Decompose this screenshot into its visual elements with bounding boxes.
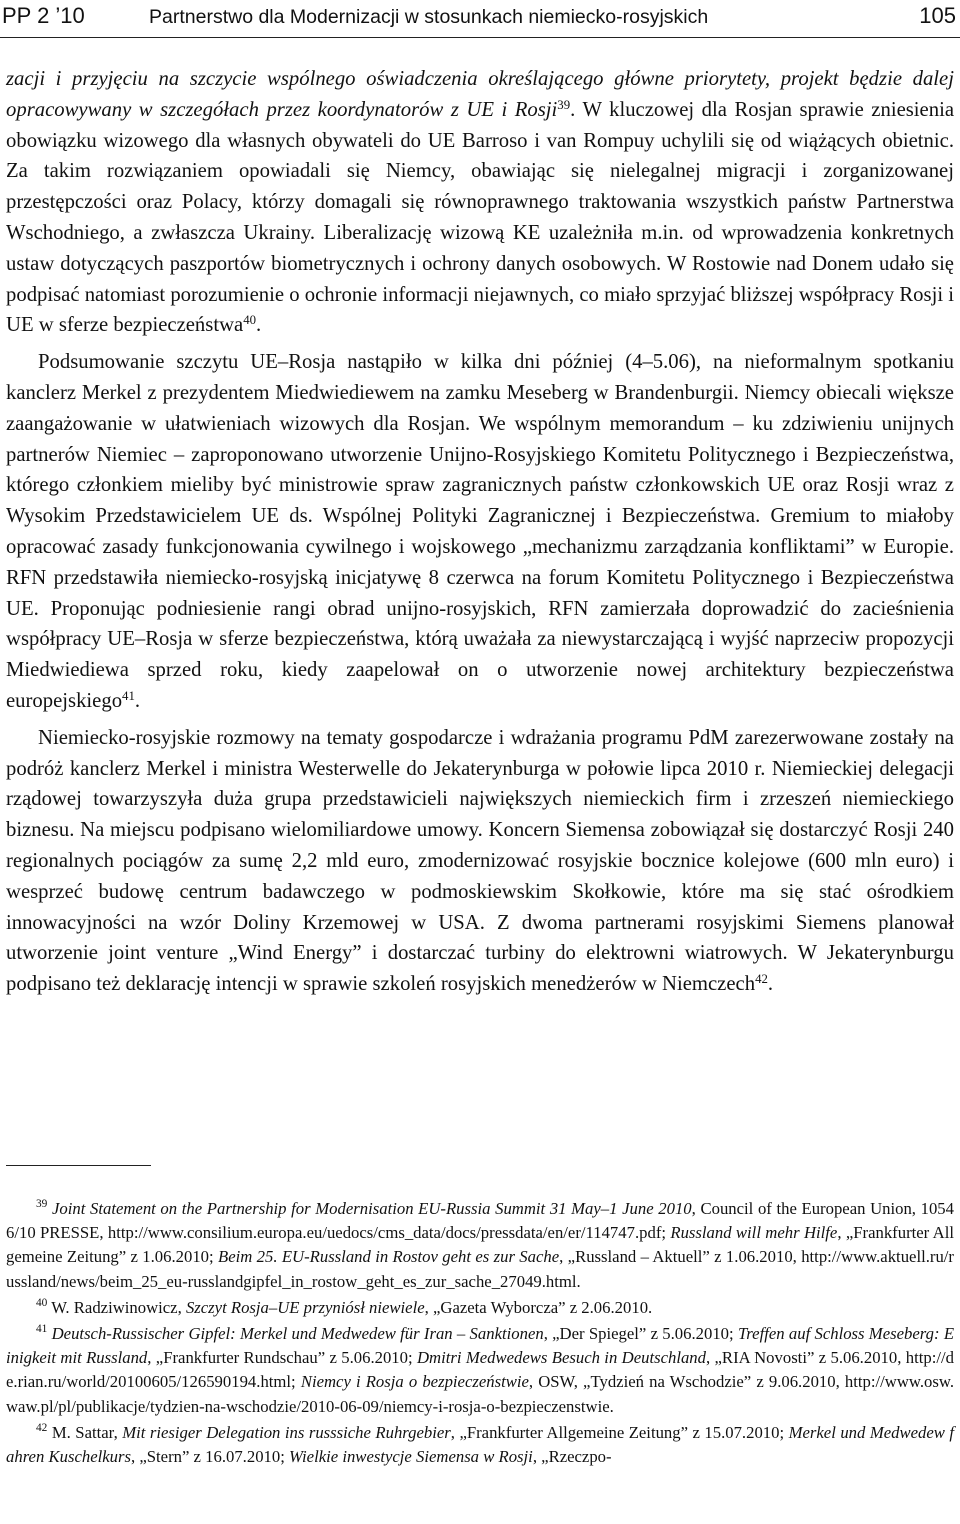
footnote-42 [6, 1421, 954, 1469]
footnote-41-title-2: Treffen auf Schloss Meseberg: Einigkeit mit Russland [6, 1324, 955, 1368]
footnote-41-text-4: , OSW, „Tydzień na Wschodzie” z 9.06.2010, http://www.osw.waw.pl/pl/publikacje/tydzien-na-wschodzie/2010-06-09/niemcy-i-rosja-o-bezpieczenstwie. [6, 1372, 954, 1416]
footnote-39-text-2: , „Frankfurter Allgemeine Zeitung” z 1.06.2010; [6, 1223, 954, 1267]
footnote-42-text-2: , „Stern” z 16.07.2010; [131, 1447, 290, 1467]
footnote-number: 39 [36, 1198, 48, 1211]
footnote-41-text-3: , „RIA Novosti” z 5.06.2010, http://de.rian.ru/world/20100605/126590194.html; [6, 1348, 954, 1392]
paragraph-2-end: . [134, 689, 141, 712]
footnote-39 [6, 1197, 954, 1294]
running-title: Partnerstwo dla Modernizacji w stosunkach niemiecko-rosyjskich [149, 6, 709, 28]
footnote-number: 42 [36, 1422, 48, 1435]
footnote-40-author: W. Radziwinowicz, [51, 1297, 186, 1317]
footnote-40-title: Szczyt Rosja–UE przyniósł niewiele [185, 1297, 425, 1317]
footnote-ref-41[interactable]: 41 [122, 688, 135, 703]
footnote-ref-42[interactable]: 42 [755, 972, 768, 987]
footnote-42-text-3: , „Rzeczpo- [532, 1447, 612, 1467]
footnote-39-text: , Council of the European Union, 10546/10 PRESSE, http://www.consilium.europa.eu/uedocs/cms_data/docs/pressdata/en/er/114747.pdf; [6, 1199, 954, 1243]
footnote-39-title-3: Beim 25. EU-Russland in Rostov geht es zur Sache [218, 1247, 560, 1267]
footnote-ref-39[interactable]: 39 [557, 97, 571, 112]
paragraph-2-text: Podsumowanie szczytu UE–Rosja nastąpiło w kilka dni później (4–5.06), na nieformalnym spotkaniu kanclerz Merkel z prezydentem Miedwiediewem na zamku Meseberg w Brandenburgii. Niemcy obiecali większe zaangażowanie w ułatwieniach wizowych dla Rosjan. We wspólnym memorandum – ku zdziwieniu unijnych partnerów Niemiec – zaproponowano utworzenie Unijno-Rosyjskiego Komitetu Politycznego i Bezpieczeństwa, którego członkiem mieliby być ministrowie spraw zagranicznych państw członkowskich UE oraz Rosji wraz z Wysokim Przedstawicielem UE ds. Wspólnej Polityki Zagranicznej i Bezpieczeństwa. Gremium to miałoby opracować zasady funkcjonowania cywilnego i wojskowego „mechanizmu zarządzania konfliktami” w Europie. RFN przedstawiła niemiecko-rosyjską inicjatywę 8 czerwca na forum Komitetu Politycznego i Bezpieczeństwa UE. Proponując podniesienie rangi obrad unijno-rosyjskich, RFN zamierzała doprowadzić do zacieśnienia współpracy UE–Rosja w sferze bezpieczeństwa, którą uważała za niewystarczającą i wyjść naprzeciw propozycji Miedwiediewa sprzed roku, kiedy zaapelował on o utworzenie nowej architektury bezpieczeństwa europejskiego [6, 351, 954, 712]
footnote-41-text-2: , „Frankfurter Rundschau” z 5.06.2010; [147, 1348, 417, 1368]
footnote-number: 40 [36, 1297, 48, 1309]
paragraph-3 [6, 723, 954, 1000]
header-rule [0, 37, 960, 38]
footnote-41-title: Deutsch-Russischer Gipfel: Merkel und Medwedew für Iran – Sanktionen [51, 1324, 544, 1344]
footnote-42-title-2: Merkel und Medwedew fahren Kuschelkurs [6, 1422, 955, 1467]
footnote-42-text: , „Frankfurter Allgemeine Zeitung” z 15.07.2010; [450, 1422, 789, 1442]
paragraph-1-italic: zacji i przyjęciu na szczycie wspólnego oświadczenia określającego główne priorytety, projekt będzie dalej opracowywany w szczegółach przez koordynatorów z UE i Rosji [6, 68, 954, 121]
footnote-42-title-3: Wielkie inwestycje Siemensa w Rosji [289, 1447, 533, 1467]
footnote-42-title: Mit riesiger Delegation ins russsiche Ruhrgebier [122, 1422, 451, 1442]
paragraph-3-end: . [767, 973, 774, 996]
footnote-39-title-2: Russland will mehr Hilfe [670, 1223, 838, 1243]
journal-issue: PP 2 ’10 [2, 3, 85, 28]
footnote-42-author: M. Sattar, [51, 1422, 123, 1442]
body-text [6, 64, 954, 1000]
paragraph-1-end: . [256, 314, 262, 337]
paragraph-3-text: Niemiecko-rosyjskie rozmowy na tematy gospodarcze i wdrażania programu PdM zarezerwowane zostały na podróż kanclerz Merkel i ministra Westerwelle do Jekaterynburga w połowie lipca 2010 r. Niemieckiej delegacji rządowej towarzyszyła duża grupa przedstawicieli największych niemieckich firm i zrzeszeń niemieckiego biznesu. Na miejscu podpisano wielomiliardowe umowy. Koncern Siemensa zobowiązał się dostarczyć Rosji 240 regionalnych pociągów za sumę 2,2 mld euro, zmodernizować rosyjskie bocznice kolejowe (600 mln euro) i wesprzeć budowę centrum badawczego w podmoskiewskim Skołkowie, które ma się stać ośrodkiem innowacyjności na wzór Doliny Krzemowej w USA. Z dwoma partnerami rosyjskimi Siemens planował utworzenie joint venture „Wind Energy” i dostarczać turbiny do elektrowni wiatrowych. W Jekaterynburgu podpisano też deklarację intencji w sprawie szkoleń rosyjskich menedżerów w Niemczech [6, 726, 954, 996]
running-header [0, 0, 960, 40]
footnotes [6, 1197, 954, 1471]
footnote-39-text-3: , „Russland – Aktuell” z 1.06.2010, http://www.aktuell.ru/russland/news/beim_25_eu-russlandgipfel_in_rostow_geht_es_zur_sache_27049.html. [6, 1247, 954, 1291]
footnote-separator [6, 1165, 151, 1166]
footnote-39-title: Joint Statement on the Partnership for Modernisation EU-Russia Summit 31 May–1 June 2010 [51, 1199, 692, 1218]
page-number: 105 [919, 3, 956, 28]
footnote-ref-40[interactable]: 40 [243, 313, 257, 328]
paragraph-1-text: . W kluczowej dla Rosjan sprawie zniesienia obowiązku wizowego dla własnych obywateli do UE Barroso i van Rompuy uchylili się od wiążących obietnic. Za takim rozwiązaniem opowiadali się Niemcy, obawiając się nielegalnej migracji i zorganizowanej przestępczości oraz Polacy, którzy domagali się równoprawnego traktowania wszystkich państw Partnerstwa Wschodniego, a zwłaszcza Ukrainy. Liberalizację wizową KE uzależniła m.in. od wprowadzenia konkretnych ustaw dotyczących paszportów biometrycznych i ochrony danych osobowych. W Rostowie nad Donem udało się podpisać natomiast porozumienie o ochronie informacji niejawnych, co miało sprzyjać bliższej współpracy Rosji i UE w sferze bezpieczeństwa [6, 98, 955, 337]
footnote-number: 41 [36, 1323, 48, 1336]
footnote-41-title-3: Dmitri Medwedews Besuch in Deutschland [416, 1348, 706, 1368]
paragraph-1 [6, 64, 954, 341]
footnote-41-title-4: Niemcy i Rosja o bezpieczeństwie [300, 1372, 529, 1392]
paragraph-2 [6, 347, 954, 717]
footnote-40 [6, 1296, 954, 1320]
footnote-40-text: , „Gazeta Wyborcza” z 2.06.2010. [424, 1297, 653, 1317]
footnote-41 [6, 1322, 954, 1419]
footnote-41-text: , „Der Spiegel” z 5.06.2010; [543, 1324, 738, 1344]
